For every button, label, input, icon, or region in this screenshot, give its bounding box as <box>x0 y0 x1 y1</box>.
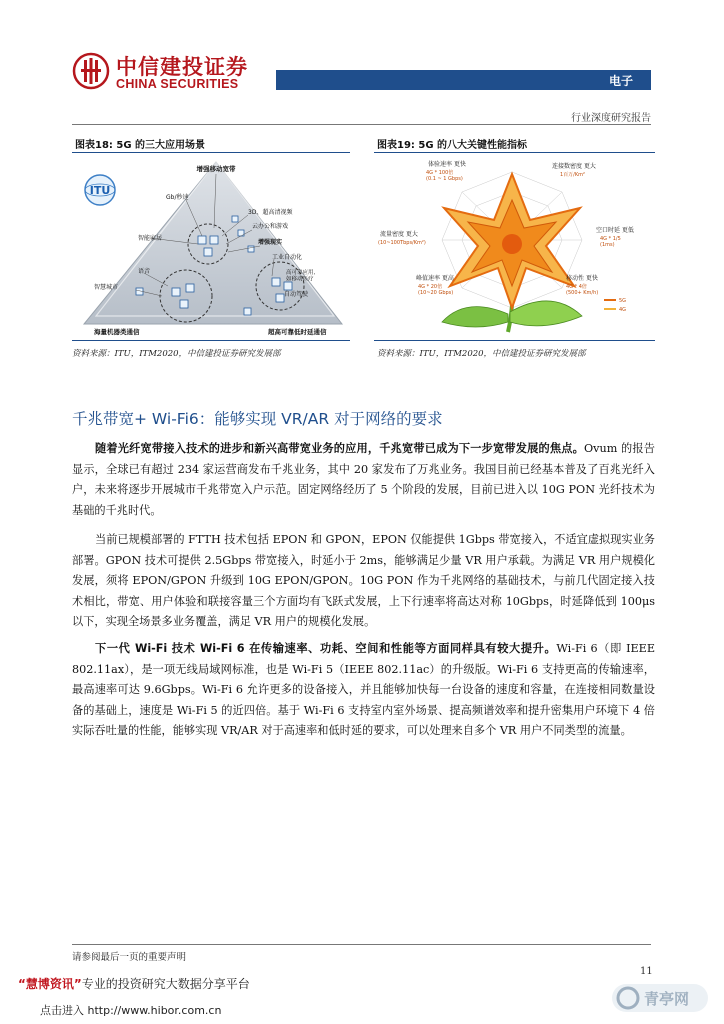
paragraph-gigabit-lead: 随着光纤宽带接入技术的进步和新兴高带宽业务的应用，千兆宽带已成为下一步宽带发展的焦点。 <box>95 442 584 455</box>
leaf-left <box>442 307 508 327</box>
watermark-text: 青亭网 <box>644 990 690 1008</box>
label-reliable: 高可靠应用,如移动医疗 <box>286 270 316 283</box>
kpi-latency-val: 4G * 1/5 (1ms) <box>600 236 621 248</box>
paragraph-wifi6 <box>72 639 655 742</box>
figure18-top-rule <box>72 152 350 153</box>
kpi-latency: 空口时延 更低 <box>596 227 634 234</box>
figure19-legend <box>604 298 626 313</box>
section-heading: 千兆带宽+ Wi-Fi6：能够实现 VR/AR 对于网络的要求 <box>72 410 443 428</box>
sector-label: 电子 <box>608 74 633 88</box>
kpi-mobility-val: 4G * 4倍(500+ Km/h) <box>566 284 599 296</box>
kpi-connection: 连接数密度 更大 <box>552 163 596 170</box>
figure19-top-rule <box>374 152 655 153</box>
figure18-triangle-diagram <box>76 156 348 338</box>
label-ar: 增强现实 <box>258 239 283 246</box>
itu-logo-text: ITU <box>89 184 111 197</box>
paragraph-gigabit-body: Ovum 的报告显示，全球已有超过 234 家运营商发布千兆业务，其中 20 家发布了万兆业务。我国目前已经基本普及了百兆光纤入户，未来将逐步开展城市千兆带宽入户示范。固定网络经历了 5 个阶段的发展，目前已进入以 10G PON 光纤技术为基础的千兆时代。 <box>72 442 655 517</box>
device-icon <box>272 278 280 286</box>
device-icon <box>248 246 254 252</box>
label-gb: Gb/秒速 <box>166 194 189 201</box>
device-icon <box>186 284 194 292</box>
figure19-source: 资料来源：ITU，ITM2020，中信建投证券研究发展部 <box>377 349 586 359</box>
device-icon <box>238 230 244 236</box>
watermark-logo <box>610 980 710 1016</box>
device-icon <box>232 216 238 222</box>
paragraph-ftth: 当前已规模部署的 FTTH 技术包括 EPON 和 GPON，EPON 仅能提供 1Gbps 带宽接入，不适宜虚拟现实业务部署。GPON 技术可提供 2.5Gbps 带宽接入，时延小于 2ms，能够满足少量 VR 用户承载。为满足 VR 用户规模化发展，须将 EPON/GPON 升级到 10G EPON/GPON。10G PON 作为千兆网络的基础技术，与前几代固定接入技术相比，带宽、用户体验和联接容量三个方面均有飞跃式发展，上下行速率将高达对称 10Gbps，时延降低到 100μs 以下，实现全场景多业务覆盖，满足 VR 用户的规模化发展。 <box>72 533 655 629</box>
label-embb: 增强移动宽带 <box>196 165 236 173</box>
kpi-peak-val: 4G * 20倍(10~20 Gbps) <box>418 284 454 296</box>
promo-quote-close: ” <box>73 977 82 991</box>
sector-bar <box>276 70 651 90</box>
promo-brand: 慧博资讯 <box>25 977 74 991</box>
label-voice: 语音 <box>138 268 151 275</box>
paragraph-gigabit <box>72 439 655 521</box>
header-divider <box>72 124 651 125</box>
figure18-source: 资料来源：ITU，ITM2020，中信建投证券研究发展部 <box>72 349 281 359</box>
label-cloud: 云办公和游戏 <box>252 223 289 230</box>
label-uhd: 3D、超高清视频 <box>248 209 293 216</box>
paragraph-wifi6-lead: 下一代 Wi-Fi 技术 Wi-Fi 6 在传输速率、功耗、空间和性能等方面同样具有较大提升。 <box>95 642 557 655</box>
promo-link[interactable]: 点击进入 http://www.hibor.com.cn <box>40 1004 222 1017</box>
device-icon <box>180 300 188 308</box>
label-urllc: 超高可靠低时延通信 <box>268 328 327 336</box>
device-icon <box>204 248 212 256</box>
company-name-en: CHINA SECURITIES <box>116 77 239 91</box>
china-securities-logo <box>72 52 110 90</box>
page-number: 11 <box>640 966 653 977</box>
device-icon <box>276 294 284 302</box>
footer-divider <box>72 944 651 945</box>
figure19-title: 图表19: 5G 的八大关键性能指标 <box>377 140 528 151</box>
flower-center <box>502 234 522 254</box>
promo-text: 专业的投资研究大数据分享平台 <box>81 977 250 991</box>
label-city: 智慧城市 <box>94 284 119 291</box>
label-auto: 自动驾驶 <box>284 291 309 298</box>
device-icon <box>172 288 180 296</box>
figure19-bottom-rule <box>374 340 655 341</box>
promo-banner <box>18 975 250 992</box>
device-icon <box>198 236 206 244</box>
itu-logo-icon <box>85 175 115 205</box>
device-icon <box>284 282 292 290</box>
kpi-user-rate: 体验速率 更快 <box>428 161 466 168</box>
figure19-flower-diagram <box>376 156 654 338</box>
company-name-cn: 中信建投证券 <box>116 55 248 79</box>
label-industry: 工业自动化 <box>272 254 303 261</box>
legend-5g: 5G <box>619 298 627 304</box>
kpi-mobility: 移动性 更快 <box>566 275 598 282</box>
promo-quote-open: “ <box>18 977 26 991</box>
figure18-title: 图表18: 5G 的三大应用场景 <box>75 140 206 151</box>
kpi-user-rate-val: 4G * 100倍(0.1 ~ 1 Gbps) <box>426 170 463 182</box>
kpi-connection-val: 1百万/Km² <box>560 172 586 178</box>
kpi-traffic-val: (10~100Tbps/Km²) <box>378 240 426 246</box>
kpi-peak: 峰值速率 更高 <box>416 275 454 282</box>
kpi-traffic: 流量密度 更大 <box>380 231 418 238</box>
figure18-bottom-rule <box>72 340 350 341</box>
device-icon <box>244 308 251 315</box>
device-icon <box>210 236 218 244</box>
label-home: 智能家居 <box>138 235 163 242</box>
label-mmtc: 海量机器类通信 <box>94 328 140 336</box>
legend-4g: 4G <box>619 307 627 313</box>
report-type: 行业深度研究报告 <box>571 113 651 124</box>
paragraph-wifi6-body: Wi-Fi 6（即 IEEE 802.11ax），是一项无线局域网标准，也是 Wi-Fi 5（IEEE 802.11ac）的升级版。Wi-Fi 6 支持更高的传输速率，最高速率可达 9.6Gbps。Wi-Fi 6 允许更多的设备接入，并且能够加快每一台设备的速度和容量，在连接相同数量设备的基础上，速度是 Wi-Fi 5 的近四倍。基于 Wi-Fi 6 支持室内室外场景、提高频谱效率和提升密集用户环境下 4 倍实际吞吐量的性能，能够实现 VR/AR 对于高速率和低时延的要求，可以处理来自多个 VR 用户不同类型的流量。 <box>72 642 655 738</box>
disclaimer-link[interactable]: 请参阅最后一页的重要声明 <box>72 952 187 963</box>
